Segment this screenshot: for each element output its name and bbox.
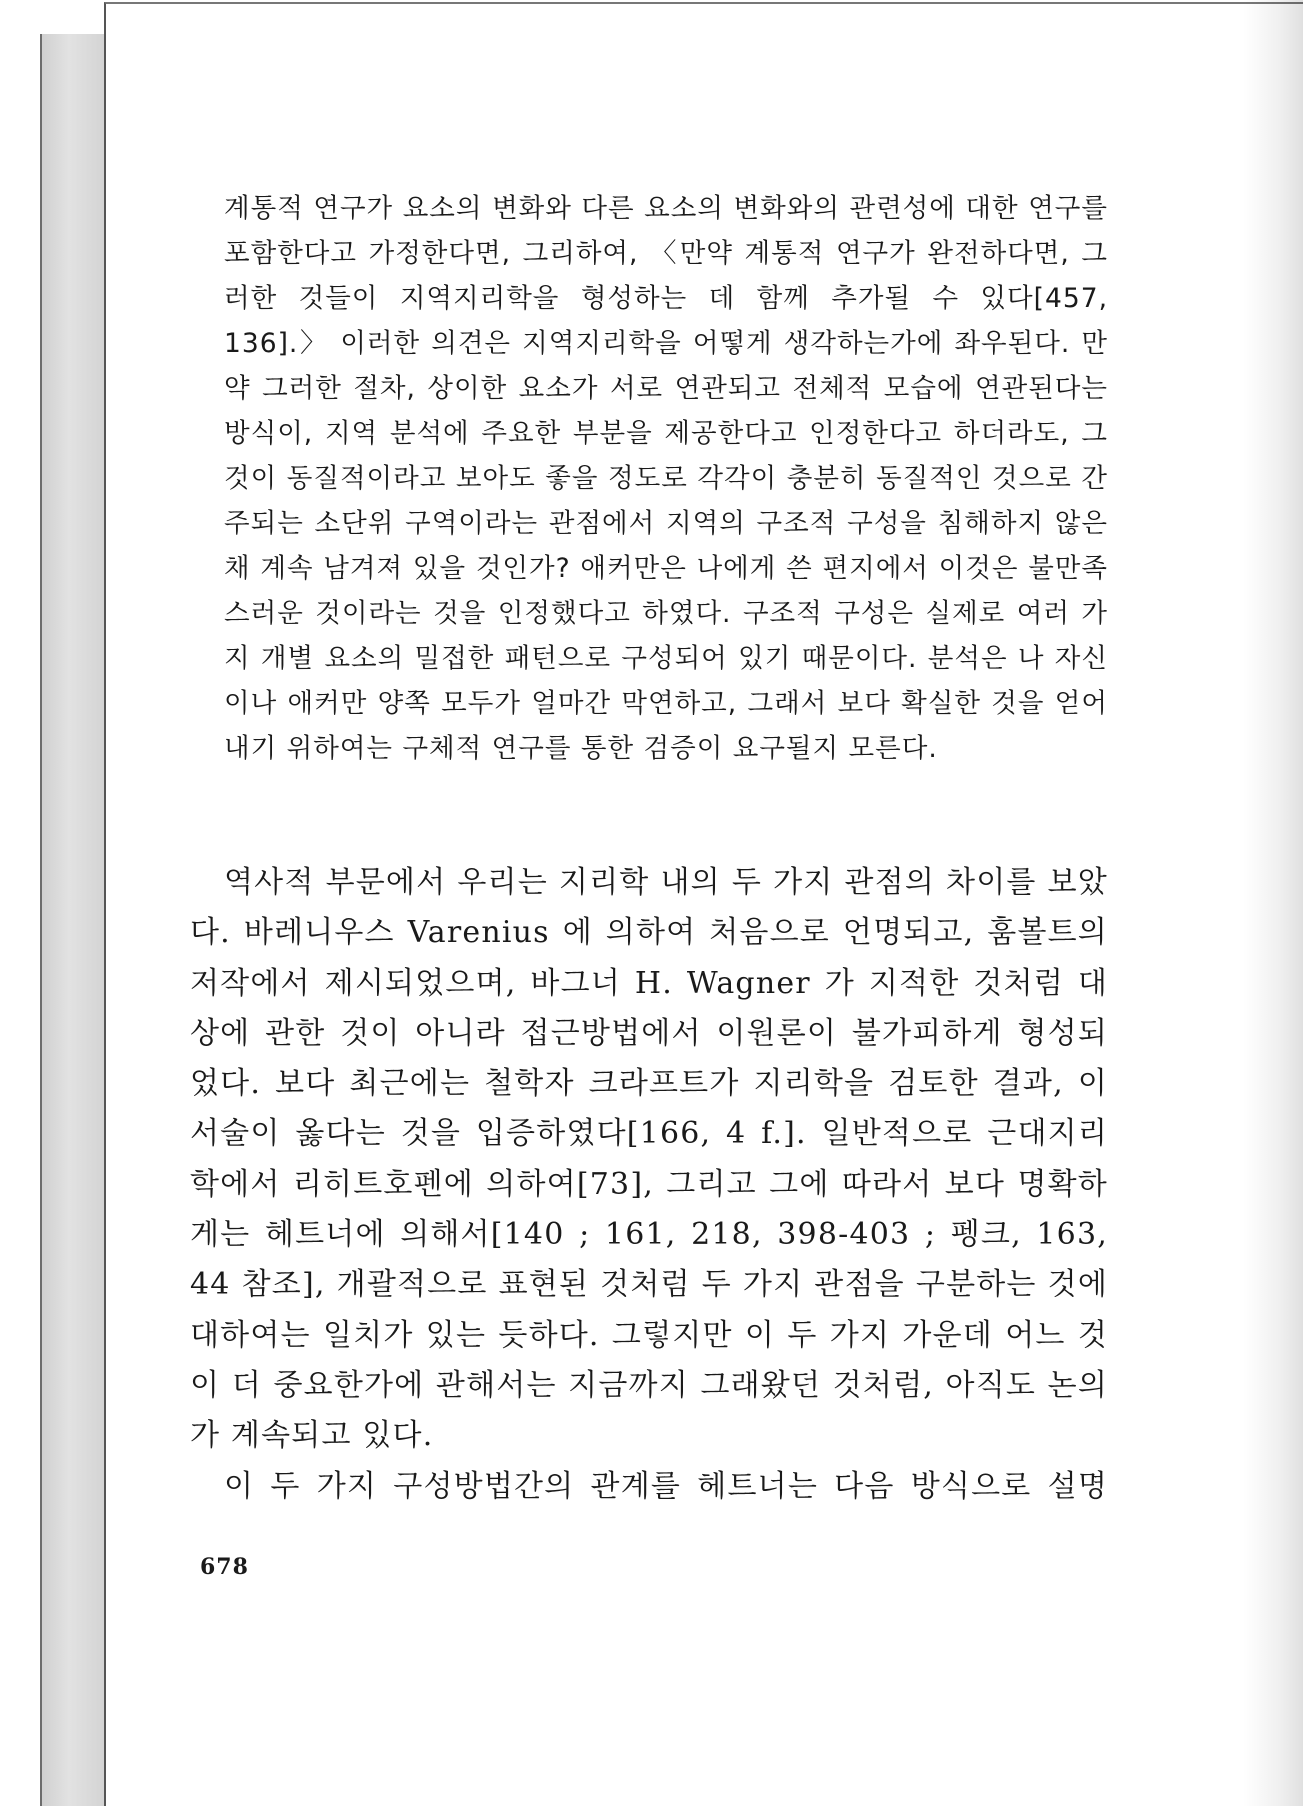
- body-paragraph: 이 두 가지 구성방법간의 관계를 헤트너는 다음 방식으로 설명: [224, 1468, 1108, 1504]
- quote-paragraph: 계통적 연구가 요소의 변화와 다른 요소의 변화와의 관련성에 대한 연구를 포함한다고 가정한다면, 그리하여, 〈만약 계통적 연구가 완전하다면, 그러한 것들이 지역지리학을 형성하는 데 함께 추가될 수 있다[457, 136].〉 이러한 의견은 지역지리학을 어떻게 생각하는가에 좌우된다. 만약 그러한 절차, 상이한 요소가 서로 연관되고 전체적 모습에 연관된다는 방식이, 지역 분석에 주요한 부분을 제공한다고 인정한다고 하더라도, 그것이 동질적이라고 보아도 좋을 정도로 각각이 충분히 동질적인 것으로 간주되는 소단위 구역이라는 관점에서 지역의 구조적 구성을 침해하지 않은 채 계속 남겨져 있을 것인가? 애커만은 나에게 쓴 편지에서 이것은 불만족스러운 것이라는 것을 인정했다고 하였다. 구조적 구성은 실제로 여러 가지 개별 요소의 밀접한 패턴으로 구성되어 있기 때문이다. 분석은 나 자신이나 애커만 양쪽 모두가 얼마간 막연하고, 그래서 보다 확실한 것을 얻어내기 위하여는 구체적 연구를 통한 검증이 요구될지 모른다.: [224, 193, 1108, 764]
- page-number: 678: [200, 1554, 249, 1580]
- book-spine-edge: [40, 34, 104, 1806]
- body-text: [190, 858, 1108, 1512]
- page-shadow: [1243, 0, 1303, 1806]
- body-paragraph: 역사적 부문에서 우리는 지리학 내의 두 가지 관점의 차이를 보았다. 바레니우스 Varenius 에 의하여 처음으로 언명되고, 훔볼트의 저작에서 제시되었으며, 바그너 H. Wagner 가 지적한 것처럼 대상에 관한 것이 아니라 접근방법에서 이원론이 불가피하게 형성되었다. 보다 최근에는 철학자 크라프트가 지리학을 검토한 결과, 이 서술이 옳다는 것을 입증하였다[166, 4 f.]. 일반적으로 근대지리학에서 리히트호펜에 의하여[73], 그리고 그에 따라서 보다 명확하게는 헤트너에 의해서[140 ; 161, 218, 398-403 ; 펭크, 163, 44 참조], 개괄적으로 표현된 것처럼 두 가지 관점을 구분하는 것에 대하여는 일치가 있는 듯하다. 그렇지만 이 두 가지 가운데 어느 것이 더 중요한가에 관해서는 지금까지 그래왔던 것처럼, 아직도 논의가 계속되고 있다.: [190, 865, 1108, 1454]
